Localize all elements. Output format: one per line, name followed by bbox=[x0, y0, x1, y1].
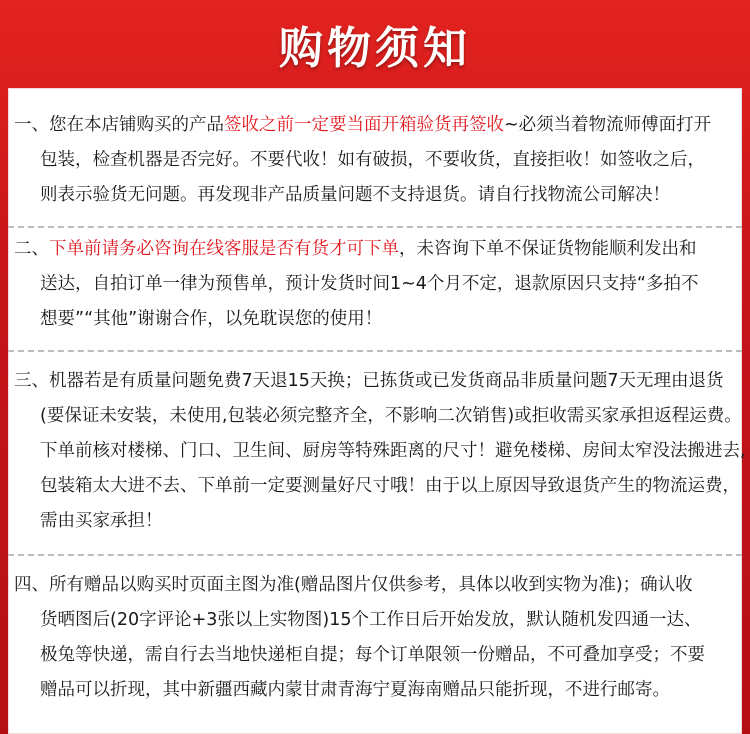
line-text: 一、您在本店铺购买的产品 bbox=[14, 115, 224, 135]
notice-line: 下单前核对楼梯、门口、卫生间、厨房等特殊距离的尺寸！避免楼梯、房间太窄没法搬进去, bbox=[40, 441, 746, 461]
notice-line: 想要”“其他”谢谢合作，以免耽误您的使用！ bbox=[40, 309, 383, 329]
section-divider bbox=[8, 350, 742, 352]
notice-line: 需由买家承担！ bbox=[40, 511, 163, 531]
header bbox=[0, 0, 750, 88]
notice-line: 货晒图后(20字评论+3张以上实物图)15个工作日后开始发放，默认随机发四通一达、 bbox=[40, 610, 702, 630]
notice-line: (要保证未安装，未使用,包装必须完整齐全，不影响二次销售)或拒收需买家承担返程运费。 bbox=[40, 406, 742, 426]
page-title: 购物须知 bbox=[279, 23, 471, 74]
notice-section-1 bbox=[8, 108, 742, 213]
notice-line: 包装，检查机器是否完好。不要代收！如有破损，不要收货，直接拒收！如签收之后， bbox=[40, 150, 705, 170]
highlight-text: 下单前请务必咨询在线客服是否有货才可下单 bbox=[49, 239, 399, 259]
notice-line: 送达，自拍订单一律为预售单，预计发货时间1~4个月不定，退款原因只支持“多拍不 bbox=[40, 274, 699, 294]
highlight-text: 签收之前一定要当面开箱验货再签收 bbox=[224, 115, 504, 135]
notice-line: 三、机器若是有质量问题免费7天退15天换；已拣货或已发货商品非质量问题7天无理由退货 bbox=[14, 371, 724, 391]
notice-line: 包装箱太大进不去、下单前一定要测量好尺寸哦！由于以上原因导致退货产生的物流运费， bbox=[40, 476, 740, 496]
line-text: ，未咨询下单不保证货物能顺利发出和 bbox=[399, 239, 697, 259]
section-divider bbox=[8, 554, 742, 556]
notice-panel bbox=[8, 88, 746, 734]
notice-line bbox=[8, 232, 742, 267]
notice-section-2 bbox=[8, 232, 742, 337]
section-divider bbox=[8, 226, 742, 228]
notice-line: 则表示验货无问题。再发现非产品质量问题不支持退货。请自行找物流公司解决！ bbox=[40, 185, 670, 205]
line-text: 二、 bbox=[14, 239, 49, 259]
notice-line: 赠品可以折现，其中新疆西藏内蒙甘肃青海宁夏海南赠品只能折现，不进行邮寄。 bbox=[40, 680, 670, 700]
notice-line bbox=[8, 108, 742, 143]
line-text: ~必须当着物流师傅面打开 bbox=[504, 115, 712, 135]
notice-section-4 bbox=[8, 568, 742, 708]
notice-section-3 bbox=[8, 364, 746, 539]
notice-line: 四、所有赠品以购买时页面主图为准(赠品图片仅供参考，具体以收到实物为准)；确认收 bbox=[14, 575, 693, 595]
notice-line: 极兔等快递，需自行去当地快递柜自提；每个订单限领一份赠品，不可叠加享受；不要 bbox=[40, 645, 705, 665]
